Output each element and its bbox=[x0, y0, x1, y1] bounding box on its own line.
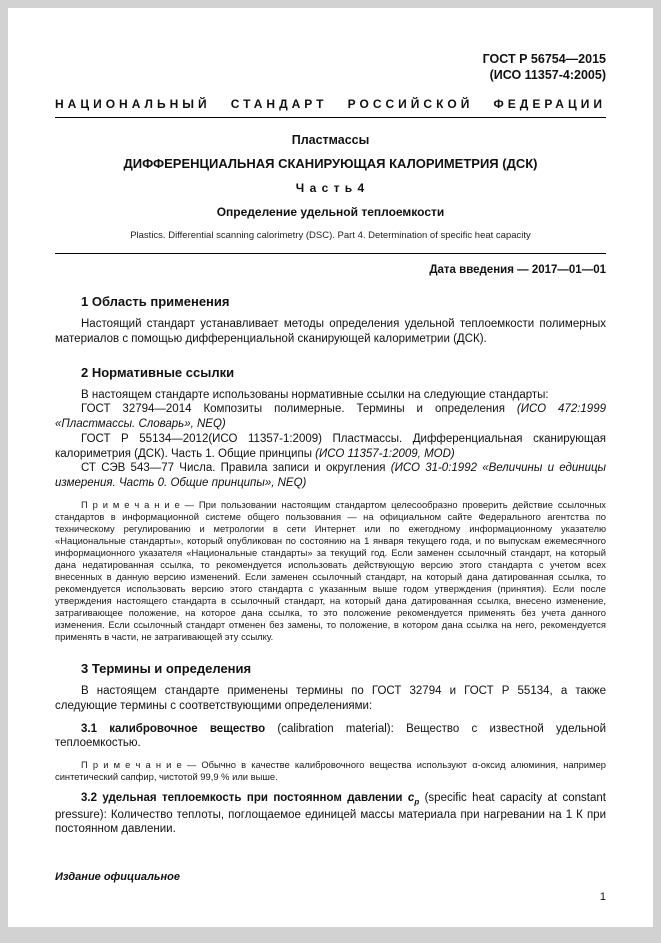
doc-code-line1: ГОСТ Р 56754—2015 bbox=[482, 52, 606, 66]
doc-code-line2: (ИСО 11357-4:2005) bbox=[489, 67, 606, 82]
term-3-1 bbox=[55, 722, 606, 751]
english-title: Plastics. Differential scanning calorimetry (DSC). Part 4. Determination of specific heat capacity bbox=[130, 230, 531, 242]
title-block bbox=[55, 118, 606, 241]
effective-date: Дата введения — 2017—01—01 bbox=[429, 264, 606, 277]
section-3-intro: В настоящем стандарте применены термины по ГОСТ 32794 и ГОСТ Р 55134, а также следующие термины с соответствующими определениями: bbox=[55, 685, 606, 712]
term-3-1-definition: Вещество с известной удельной теплоемкостью. bbox=[55, 722, 606, 750]
doc-code-block bbox=[55, 52, 606, 83]
page-footer bbox=[55, 871, 606, 903]
section-2-note: П р и м е ч а н и е — При пользовании настоящим стандартом целесообразно проверить действие ссылочных стандартов в информационной системе общего пользования — на официальном сайте Федерального агентства по техническому регулированию и метрологии в сети Интернет или по ежегодному информационному указателю «Национальные стандарты», который опубликован по состоянию на 1 января текущего года, и по выпускам ежемесячного информационного указателя «Национальные стандарты» за текущий год. Если заменен ссылочный стандарт, на который дана недатированная ссылка, то рекомендуется использовать действующую версию этого стандарта с учетом всех внесенных в данную версию изменений. Если заменен ссылочный стандарт, на который дана датированная ссылка, то рекомендуется использовать версию этого стандарта с указанным выше годом утверждения (принятия). Если после утверждения настоящего стандарта в ссылочный стандарт, на который дана датированная ссылка, внесено изменение, затрагивающее положение, на которое дана ссылка, то это положение рекомендуется применять без учета данного изменения. Если ссылочный стандарт отменен без замены, то положение, в котором дана ссылка на него, рекомендуется применять в части, не затрагивающей эту ссылку. bbox=[55, 498, 606, 643]
title-rule bbox=[55, 253, 606, 254]
reference-item-1 bbox=[55, 402, 606, 431]
reference-3-text: СТ СЭВ 543—77 Числа. Правила записи и округления bbox=[81, 462, 391, 475]
term-3-1-english: (calibration material): bbox=[265, 722, 407, 735]
term-3-1-name: 3.1 калибровочное вещество bbox=[81, 722, 266, 735]
reference-2-text: ГОСТ Р 55134—2012(ИСО 11357-1:2009) Пластмассы. Дифференциальная сканирующая калориметрия (ДСК). Часть 1. Общие принципы bbox=[55, 432, 606, 460]
section-1-paragraph: Настоящий стандарт устанавливает методы определения удельной теплоемкости полимерных материалов с помощью дифференциальной сканирующей калориметрии (ДСК). bbox=[55, 318, 606, 345]
reference-item-2 bbox=[55, 432, 606, 461]
section-2-intro: В настоящем стандарте использованы нормативные ссылки на следующие стандарты: bbox=[81, 388, 549, 401]
cp-symbol bbox=[407, 792, 420, 807]
section-2-heading: 2 Нормативные ссылки bbox=[81, 364, 235, 380]
national-standard-banner: НАЦИОНАЛЬНЫЙ СТАНДАРТ РОССИЙСКОЙ ФЕДЕРАЦИИ bbox=[55, 97, 606, 112]
document-page bbox=[8, 8, 653, 927]
reference-1-equivalent: (ИСО 472:1999 «Пластмассы. Словарь», NEQ) bbox=[55, 403, 606, 431]
part-label: Ч а с т ь 4 bbox=[295, 181, 366, 196]
subtitle: Определение удельной теплоемкости bbox=[216, 205, 445, 220]
page-number: 1 bbox=[599, 891, 606, 903]
term-3-2 bbox=[55, 791, 606, 837]
reference-3-equivalent: (ИСО 31-0:1992 «Величины и единицы измерения. Часть 0. Общие принципы», NEQ) bbox=[55, 462, 606, 489]
term-3-2-english: (specific heat capacity at constant pressure): bbox=[55, 792, 606, 821]
reference-2-equivalent: (ИСО 11357-1:2009, MOD) bbox=[315, 447, 455, 460]
cp-symbol-letter: c bbox=[407, 792, 415, 805]
section-3-heading: 3 Термины и определения bbox=[81, 661, 252, 677]
section-1-heading: 1 Область применения bbox=[81, 294, 230, 310]
term-3-2-name: 3.2 удельная теплоемкость при постоянном давлении bbox=[81, 792, 408, 805]
term-3-1-note: П р и м е ч а н и е — Обычно в качестве калибровочного вещества используют α-оксид алюминия, например синтетический сапфир, чистотой 99,9 % или выше. bbox=[55, 758, 606, 782]
main-title: ДИФФЕРЕНЦИАЛЬНАЯ СКАНИРУЮЩАЯ КАЛОРИМЕТРИЯ (ДСК) bbox=[123, 156, 538, 172]
term-3-2-definition: Количество теплоты, поглощаемое единицей массы материала при нагревании на 1 К при постоянном давлении. bbox=[55, 808, 606, 836]
subject-title: Пластмассы bbox=[291, 133, 370, 148]
reference-1-text: ГОСТ 32794—2014 Композиты полимерные. Термины и определения bbox=[81, 403, 517, 416]
reference-item-3 bbox=[55, 461, 606, 490]
cp-symbol-subscript: p bbox=[414, 797, 420, 807]
official-edition-label: Издание официальное bbox=[55, 871, 180, 883]
